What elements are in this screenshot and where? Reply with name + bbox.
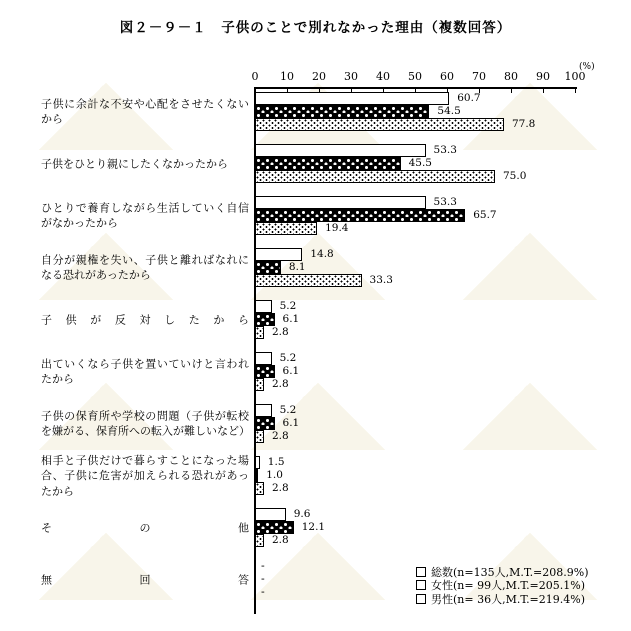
- bar-female-6: [255, 365, 275, 378]
- bar-value-label: 5.2: [279, 404, 297, 416]
- legend-label-male: 男性(n= 36人,M.T.=219.4%): [431, 592, 586, 606]
- bar-female-4: [255, 261, 281, 274]
- bar-value-label: 6.1: [282, 365, 300, 377]
- legend-marker-female-icon: [416, 580, 426, 590]
- bar-value-label: 2.8: [271, 482, 289, 494]
- axis-tick: [511, 89, 512, 93]
- axis-tick-label: 80: [504, 70, 518, 83]
- bar-value-label: 8.1: [288, 261, 306, 273]
- bar-total-1: [255, 92, 449, 105]
- axis-tick-label: 90: [536, 70, 550, 83]
- bar-female-1: [255, 105, 429, 118]
- bar-value-label: 5.2: [279, 300, 297, 312]
- bar-total-6: [255, 352, 272, 365]
- bar-male-7: [255, 430, 264, 443]
- bar-male-2: [255, 170, 495, 183]
- bar-value-label: 1.0: [266, 469, 283, 481]
- axis-tick-label: 40: [376, 70, 390, 83]
- axis-tick-label: 100: [564, 70, 586, 83]
- bar-total-9: [255, 508, 286, 521]
- category-label: 子供に余計な不安や心配をさせたくないから: [41, 97, 249, 126]
- bar-total-5: [255, 300, 272, 313]
- bar-value-label: 65.7: [473, 209, 497, 221]
- bar-value-label: 12.1: [301, 521, 326, 533]
- bar-value-label: 14.8: [310, 248, 334, 260]
- bar-male-5: [255, 326, 264, 339]
- bar-male-8: [255, 482, 264, 495]
- no-data-dash: -: [261, 585, 265, 598]
- bar-value-label: 77.8: [511, 118, 536, 130]
- bar-total-3: [255, 196, 426, 209]
- category-label: 自分が親権を失い、子供と離ればなれになる恐れがあったから: [41, 253, 249, 282]
- axis-tick-label: 30: [344, 70, 358, 83]
- bar-total-8: [255, 456, 260, 469]
- bar-value-label: 19.4: [325, 222, 349, 234]
- bar-value-label: 6.1: [282, 313, 300, 325]
- no-data-dash: -: [261, 559, 265, 572]
- bar-total-2: [255, 144, 426, 157]
- no-data-dash: -: [261, 572, 265, 585]
- page-title: 図２－９－１ 子供のことで別れなかった理由（複数回答）: [119, 20, 512, 36]
- axis-tick-label: 60: [440, 70, 454, 83]
- bar-value-label: 53.3: [433, 196, 457, 208]
- axis-tick: [575, 89, 576, 93]
- bar-value-label: 45.5: [408, 157, 432, 169]
- legend-item-male: [416, 592, 589, 606]
- bar-female-3: [255, 209, 465, 222]
- axis-tick-label: 50: [408, 70, 422, 83]
- bar-female-7: [255, 417, 275, 430]
- category-label: 子供をひとり親にしたくなかったから: [41, 156, 228, 170]
- bar-value-label: 5.2: [279, 352, 297, 364]
- bar-total-4: [255, 248, 302, 261]
- axis-tick-label: 0: [251, 70, 259, 83]
- category-label: 出ていくなら子供を置いていけと言われたから: [41, 357, 249, 386]
- bar-female-9: [255, 521, 294, 534]
- bar-male-6: [255, 378, 264, 391]
- bar-value-label: 2.8: [271, 534, 289, 546]
- bar-male-9: [255, 534, 264, 547]
- category-label: 無回答: [41, 572, 249, 586]
- bar-female-8: [255, 469, 258, 482]
- bar-value-label: 9.6: [293, 508, 311, 520]
- bar-value-label: 6.1: [282, 417, 300, 429]
- legend-marker-male-icon: [416, 594, 426, 604]
- category-label: 子供の保育所や学校の問題（子供が転校を嫌がる、保育所への転入が難しいなど）: [41, 409, 250, 438]
- bar-value-label: 2.8: [271, 326, 289, 338]
- bar-male-4: [255, 274, 362, 287]
- bar-value-label: 2.8: [271, 430, 289, 442]
- bar-female-2: [255, 157, 401, 170]
- category-label: 子供が反対したから: [41, 312, 249, 326]
- bar-value-label: 75.0: [503, 170, 527, 182]
- bar-value-label: 54.5: [437, 105, 461, 117]
- legend-marker-total-icon: [416, 567, 426, 577]
- axis-tick-label: 70: [472, 70, 486, 83]
- bar-male-3: [255, 222, 317, 235]
- bar-value-label: 2.8: [271, 378, 289, 390]
- category-label: その他: [41, 520, 249, 534]
- axis-tick-label: 10: [280, 70, 294, 83]
- bar-value-label: 1.5: [267, 456, 285, 468]
- bar-total-7: [255, 404, 272, 417]
- percent-unit-label: (%): [579, 62, 595, 72]
- legend-label-female: 女性(n= 99人,M.T.=205.1%): [431, 579, 586, 593]
- category-label: 相手と子供だけで暮らすことになった場合、子供に危害が加えられる恐れがあったから: [41, 453, 249, 498]
- bar-value-label: 60.7: [457, 92, 481, 104]
- category-label: ひとりで養育しながら生活していく自信がなかったから: [41, 201, 249, 230]
- legend: [416, 565, 589, 606]
- axis-tick: [543, 89, 544, 93]
- bar-value-label: 33.3: [369, 274, 393, 286]
- bar-male-1: [255, 118, 504, 131]
- axis-tick-label: 20: [312, 70, 326, 83]
- bar-female-5: [255, 313, 275, 326]
- bar-value-label: 53.3: [433, 144, 457, 156]
- legend-label-total: 総数(n=135人,M.T.=208.9%): [431, 565, 589, 579]
